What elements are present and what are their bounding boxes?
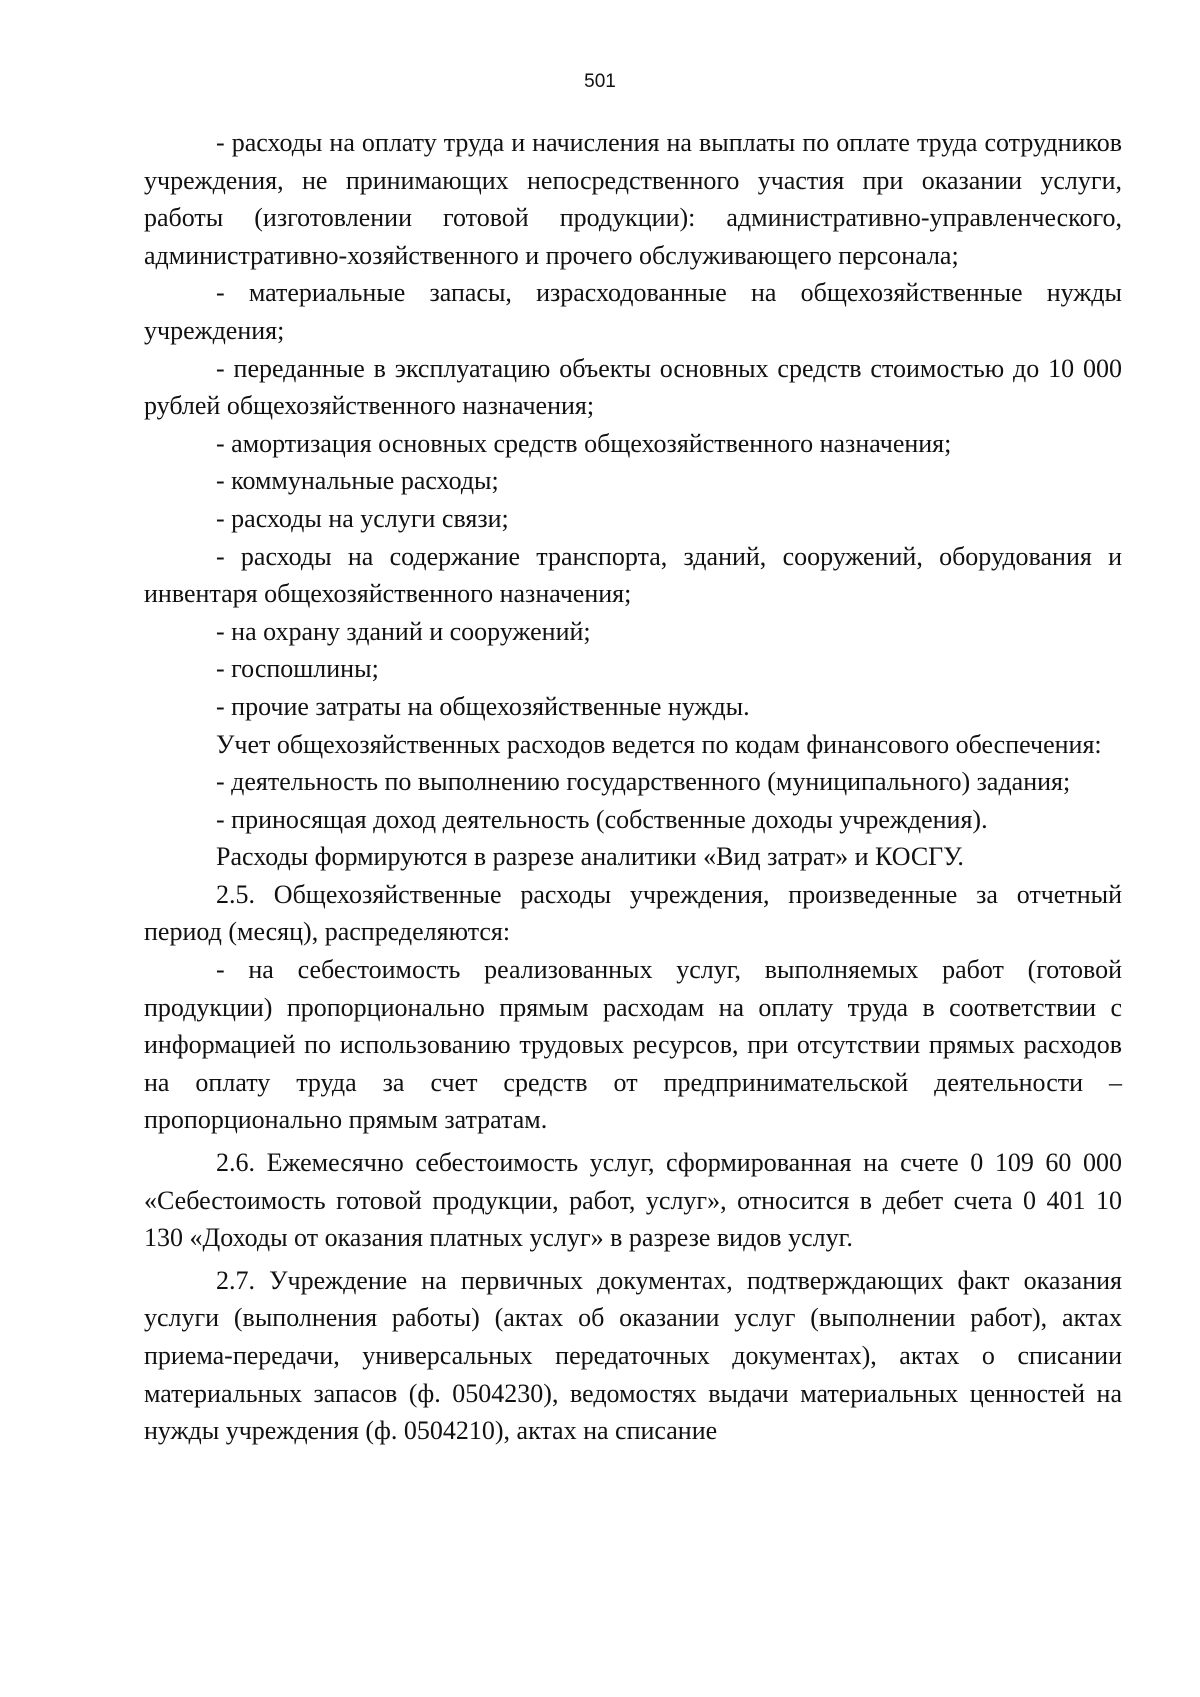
document-body bbox=[144, 124, 1122, 1450]
paragraph-labor-costs: - расходы на оплату труда и начисления на выплаты по оплате труда сотрудников учреждения, не принимающих непосредственного участия при оказании услуги, работы (изготовлении готовой продукции): административно-управленческого, административно-хозяйственного и прочего обслуживающего персонала; bbox=[144, 128, 1122, 270]
paragraph-accounting-codes: Учет общехозяйственных расходов ведется по кодам финансового обеспечения: bbox=[216, 729, 1102, 759]
paragraph-communication: - расходы на услуги связи; bbox=[216, 503, 509, 533]
paragraph-income-activity: - приносящая доход деятельность (собственные доходы учреждения). bbox=[216, 804, 988, 834]
paragraph-section-2-6: 2.6. Ежемесячно себестоимость услуг, сформированная на счете 0 109 60 000 «Себестоимость готовой продукции, работ, услуг», относится в дебет счета 0 401 10 130 «Доходы от оказания платных услуг» в разрезе видов услуг. bbox=[144, 1148, 1122, 1253]
paragraph-cost-distribution: - на себестоимость реализованных услуг, выполняемых работ (готовой продукции) пропорционально прямым расходам на оплату труда в соответствии с информацией по использованию трудовых ресурсов, при отсутствии прямых расходов на оплату труда за счет средств от предпринимательской деятельности – пропорционально прямым затратам. bbox=[144, 955, 1122, 1135]
paragraph-section-2-7: 2.7. Учреждение на первичных документах, подтверждающих факт оказания услуги (выполнения работы) (актах об оказании услуг (выполнении работ), актах приема-передачи, универсальных передаточных документах), актах о списании материальных запасов (ф. 0504230), ведомостях выдачи материальных ценностей на нужды учреждения (ф. 0504210), актах на списание bbox=[144, 1265, 1122, 1446]
page-number: 501 bbox=[584, 71, 616, 92]
paragraph-utilities: - коммунальные расходы; bbox=[216, 466, 499, 496]
paragraph-section-2-5: 2.5. Общехозяйственные расходы учреждения, произведенные за отчетный период (месяц), распределяются: bbox=[144, 879, 1122, 947]
paragraph-material-supplies: - материальные запасы, израсходованные на общехозяйственные нужды учреждения; bbox=[144, 278, 1122, 345]
paragraph-depreciation: - амортизация основных средств общехозяйственного назначения; bbox=[216, 428, 952, 458]
paragraph-state-duties: - госпошлины; bbox=[216, 654, 379, 684]
paragraph-security: - на охрану зданий и сооружений; bbox=[216, 616, 591, 646]
paragraph-cost-analytics: Расходы формируются в разрезе аналитики «Вид затрат» и КОСГУ. bbox=[216, 842, 964, 872]
paragraph-other-costs: - прочие затраты на общехозяйственные нужды. bbox=[216, 691, 750, 721]
paragraph-state-assignment: - деятельность по выполнению государственного (муниципального) задания; bbox=[216, 767, 1071, 797]
paragraph-fixed-assets: - переданные в эксплуатацию объекты основных средств стоимостью до 10 000 рублей общехозяйственного назначения; bbox=[144, 353, 1122, 421]
paragraph-maintenance: - расходы на содержание транспорта, зданий, сооружений, оборудования и инвентаря общехозяйственного назначения; bbox=[144, 541, 1122, 609]
